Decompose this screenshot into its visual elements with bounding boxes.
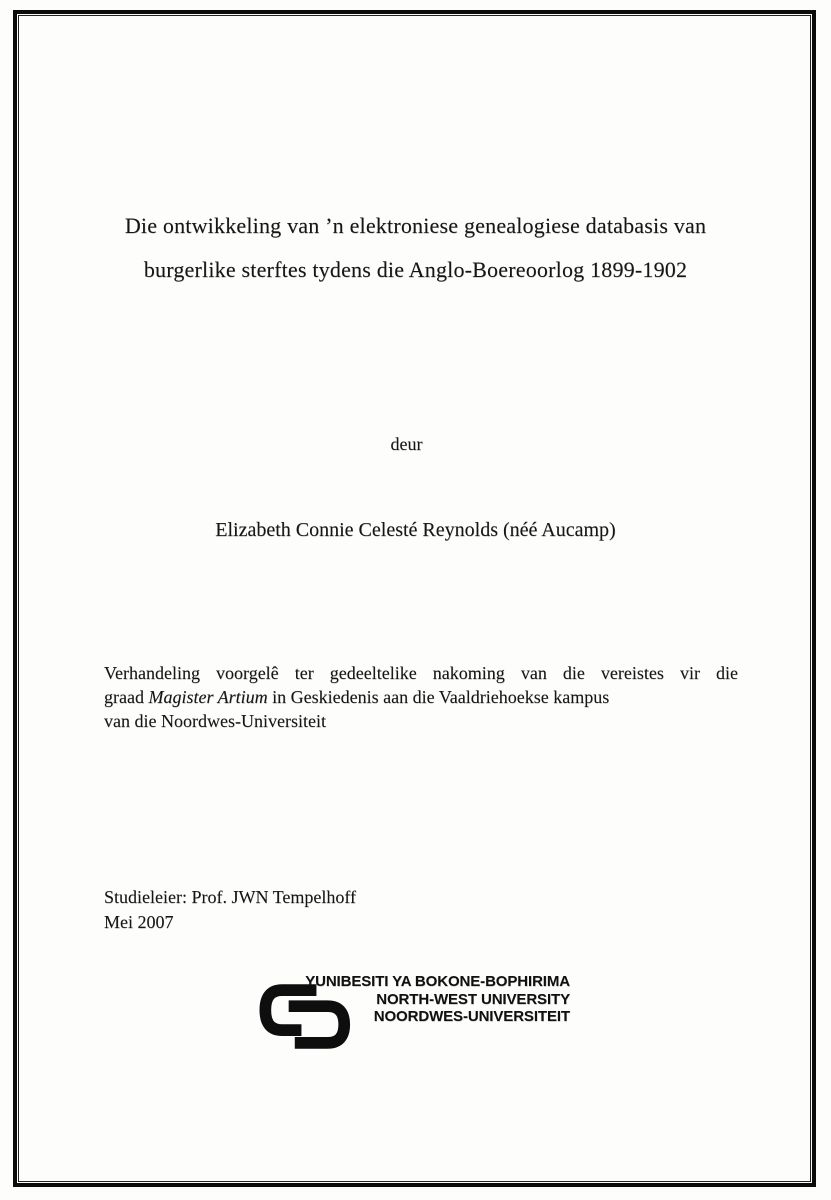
statement-line2 bbox=[104, 685, 738, 709]
date-line: Mei 2007 bbox=[104, 912, 174, 932]
author-name: Elizabeth Connie Celesté Reynolds (néé Aucamp) bbox=[215, 519, 616, 541]
thesis-statement bbox=[104, 661, 738, 733]
statement-degree-name: Magister Artium bbox=[148, 687, 268, 707]
statement-line2-suffix: in Geskiedenis aan die Vaaldriehoekse kampus bbox=[267, 687, 610, 707]
university-name-afrikaans: NOORDWES-UNIVERSITEIT bbox=[373, 1008, 570, 1025]
university-logo-text bbox=[200, 973, 570, 1026]
thesis-title-line2: burgerlike sterftes tydens die Anglo-Boereoorlog 1899-1902 bbox=[143, 257, 688, 282]
university-name-setswana: YUNIBESITI YA BOKONE-BOPHIRIMA bbox=[305, 973, 570, 990]
credits-block bbox=[104, 885, 356, 935]
supervisor-line: Studieleier: Prof. JWN Tempelhoff bbox=[104, 887, 357, 907]
thesis-title-line1: Die ontwikkeling van ’n elektroniese genealogiese databasis van bbox=[124, 213, 707, 238]
statement-line3: van die Noordwes-Universiteit bbox=[104, 711, 326, 731]
university-name-english: NORTH-WEST UNIVERSITY bbox=[376, 990, 570, 1008]
thesis-title bbox=[40, 204, 791, 292]
statement-line1: Verhandeling voorgelê ter gedeeltelike nakoming van die vereistes vir die bbox=[104, 663, 738, 683]
byline-label: deur bbox=[390, 434, 423, 454]
statement-line2-prefix: graad bbox=[104, 687, 149, 707]
